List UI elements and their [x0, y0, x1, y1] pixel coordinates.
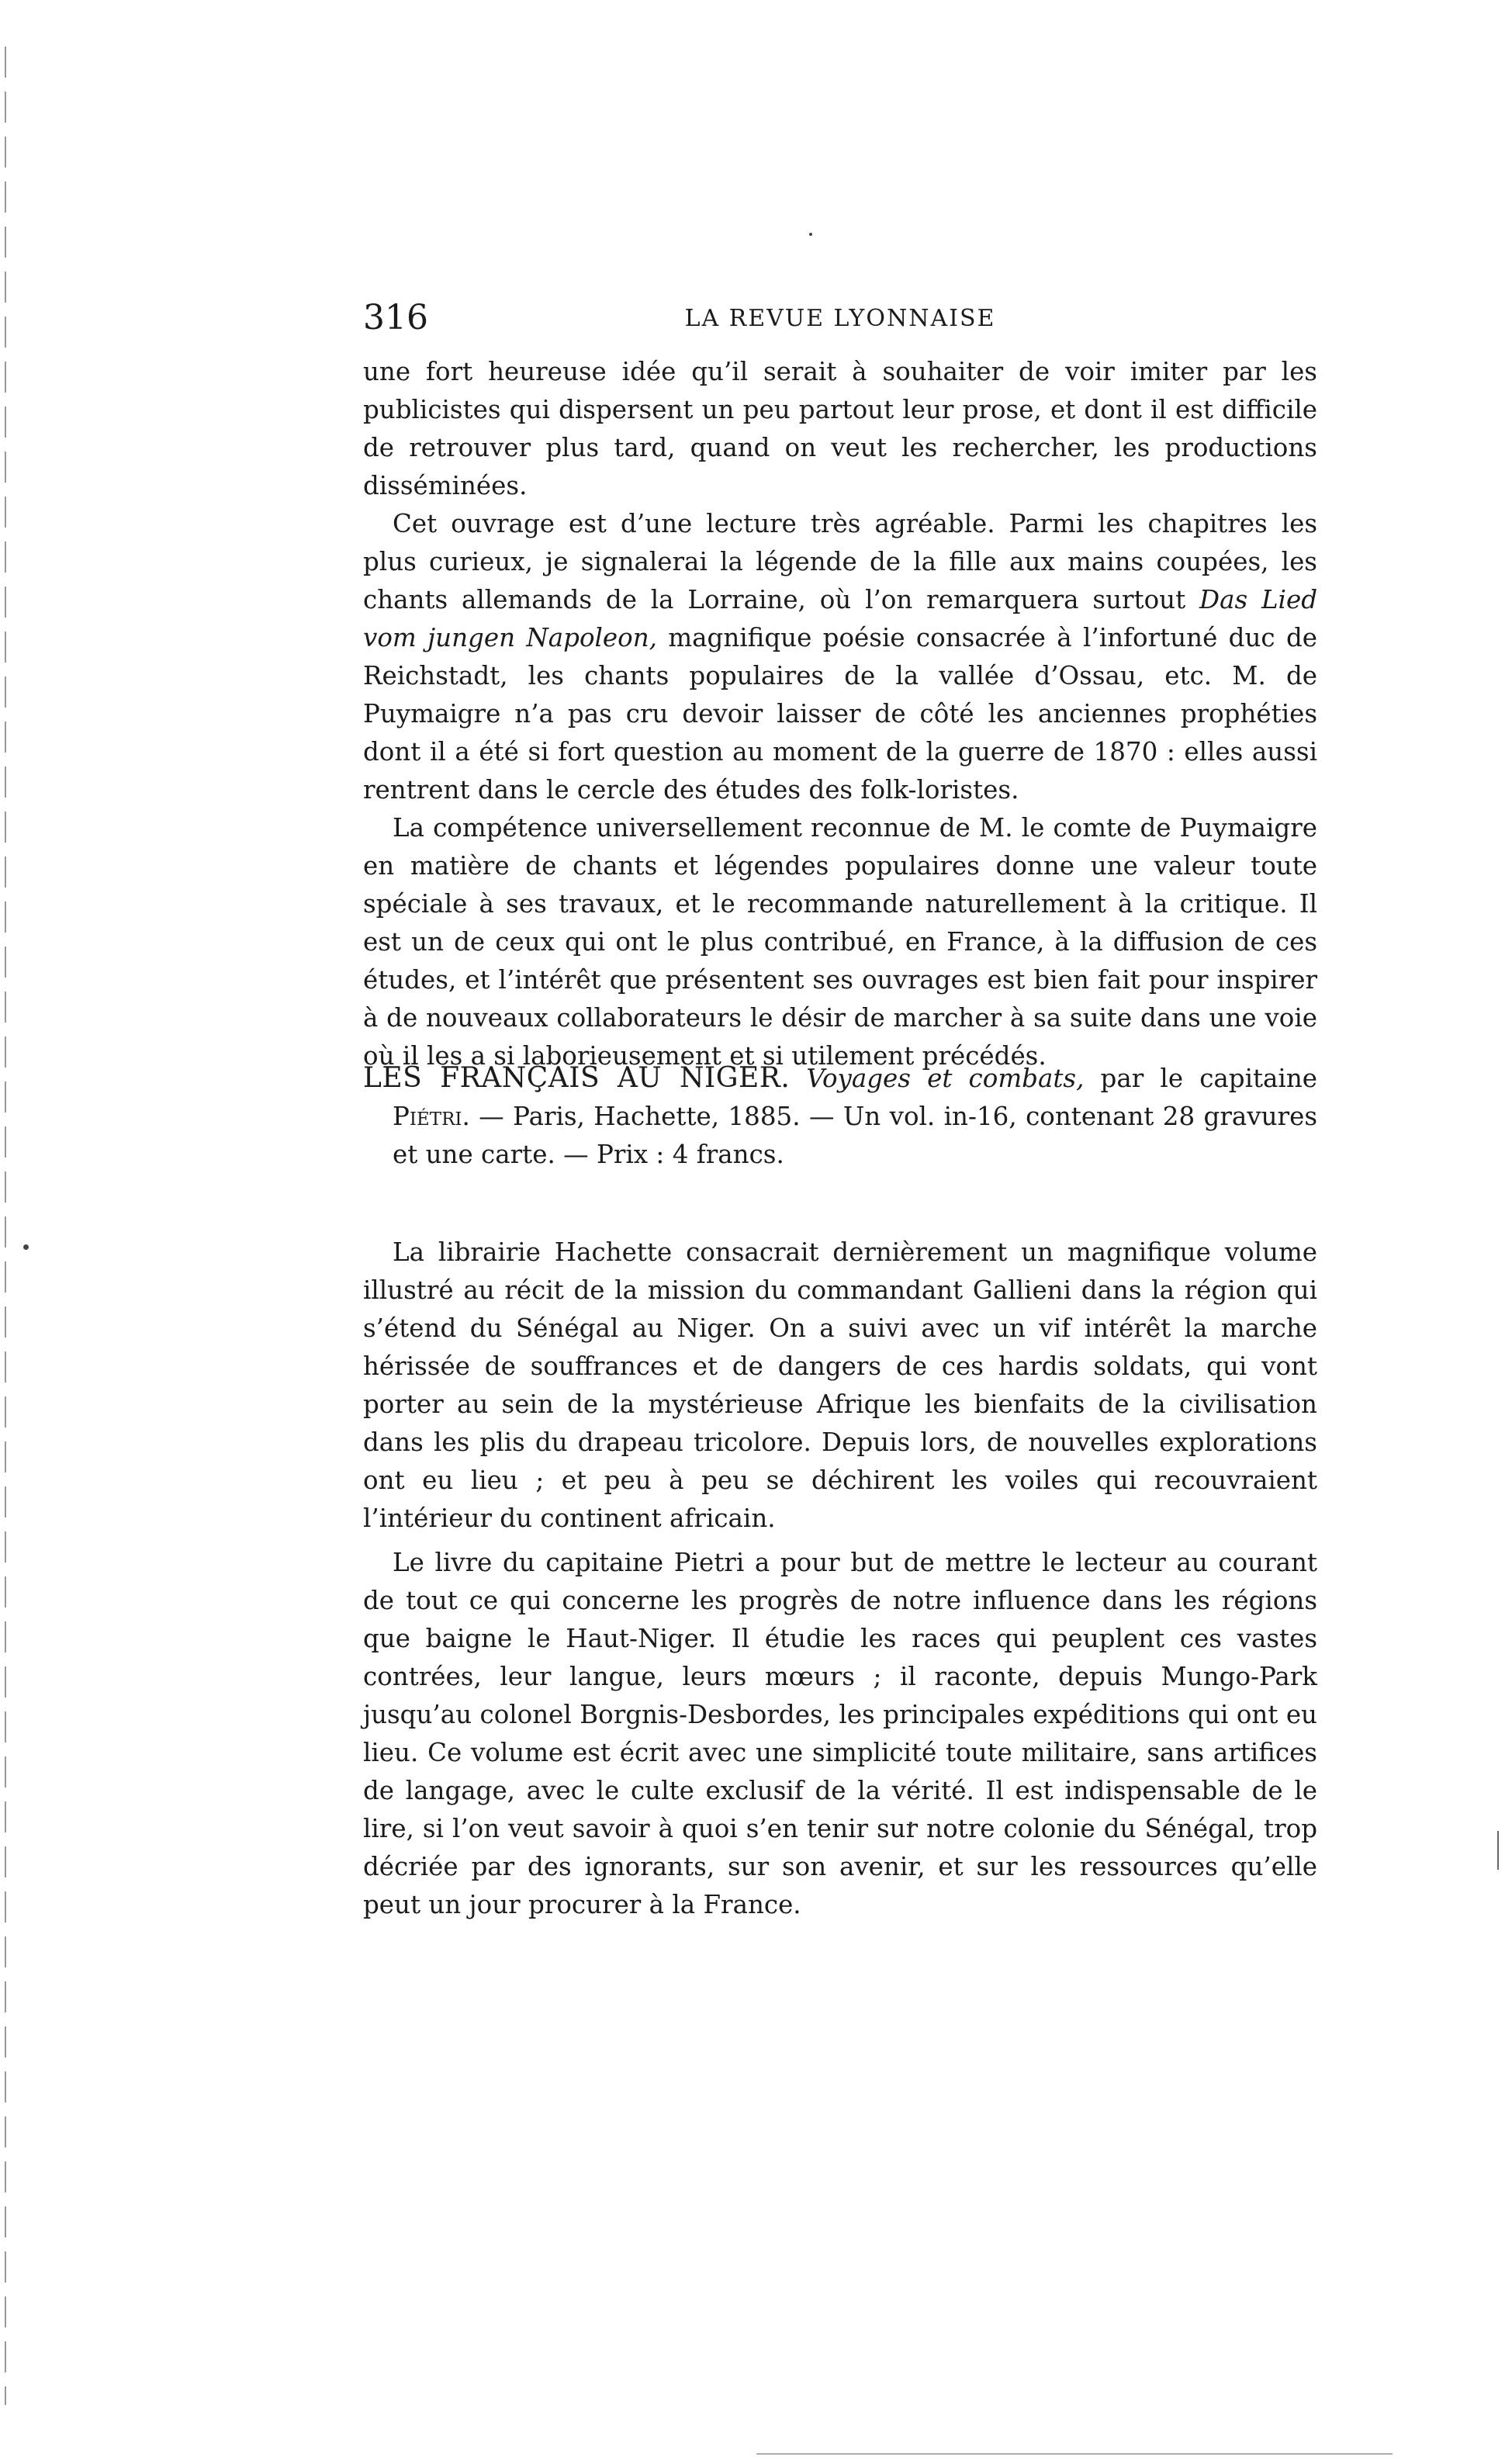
- publication-details: . — Paris, Hachette, 1885. — Un vol. in-16, contenant 28 gravures et une carte. — Prix : 4 francs.: [393, 1102, 1317, 1169]
- paragraph: La librairie Hachette consacrait dernièrement un magnifique volume illustré au récit de la mission du commandant Gallieni dans la région qui s’étend du Sénégal au Niger. On a suivi avec un vif intérêt la marche hérissée de souffrances et de dangers de ces hardis soldats, qui vont porter au sein de la mystérieuse Afrique les bienfaits de la civilisation dans les plis du drapeau tricolore. Depuis lors, de nouvelles explorations ont eu lieu ; et peu à peu se déchirent les voiles qui recouvraient l’intérieur du continent africain.: [363, 1237, 1317, 1533]
- paragraph: La compétence universellement reconnue de M. le comte de Puymaigre en matière de chants et légendes populaires donne une valeur toute spéciale à ses travaux, et le recommande naturellement à la critique. Il est un de ceux qui ont le plus contribué, en France, à la diffusion de ces études, et l’intérêt que présentent ses ouvrages est bien fait pour inspirer à de nouveaux collaborateurs le désir de marcher à sa suite dans une voie où il les a si laborieusement et si utilement précédés.: [363, 813, 1317, 1071]
- book-review-heading: [363, 1059, 1317, 1174]
- page-header: [363, 295, 1317, 341]
- scan-speck: [23, 1244, 29, 1250]
- scan-speck: [809, 233, 812, 236]
- scan-left-edge: [5, 47, 6, 2405]
- author-name: Piétri: [393, 1102, 462, 1131]
- previous-review-continuation: [363, 353, 1317, 1075]
- book-subtitle: Voyages et combats,: [806, 1064, 1085, 1093]
- bibliographic-entry: [363, 1059, 1317, 1174]
- paragraph: Le livre du capitaine Pietri a pour but de mettre le lecteur au courant de tout ce qui concerne les progrès de notre influence dans les régions que baigne le Haut-Niger. Il étudie les races qui peuplent ces vastes contrées, leur langue, leurs mœurs ; il raconte, depuis Mungo-Park jusqu’au colonel Borgnis-Desbordes, les principales expéditions qui ont eu lieu. Ce volume est écrit avec une simplicité toute militaire, sans artifices de langage, avec le culte exclusif de la vérité. Il est indispensable de le lire, si l’on veut savoir à quoi s’en tenir sur notre colonie du Sénégal, trop décriée par des ignorants, sur son avenir, et sur les ressources qu’elle peut un jour procurer à la France.: [363, 1548, 1317, 1919]
- page-number: 316: [363, 298, 428, 337]
- song-title: Das Lied vom jungen Napoleon,: [363, 585, 1317, 652]
- running-head: LA REVUE LYONNAISE: [684, 305, 996, 332]
- book-title: LES FRANÇAIS AU NIGER.: [363, 1062, 791, 1094]
- paragraph-text: Cet ouvrage est d’une lecture très agréable. Parmi les chapitres les plus curieux, je signalerai la légende de la fille aux mains coupées, les chants allemands de la Lorraine, où l’on remarquera surtout: [363, 509, 1317, 614]
- by-label: par le capitaine: [1084, 1064, 1317, 1093]
- paragraph: une fort heureuse idée qu’il serait à souhaiter de voir imiter par les publicistes qui dispersent un peu partout leur prose, et dont il est difficile de retrouver plus tard, quand on veut les rechercher, les productions disséminées.: [363, 357, 1317, 500]
- niger-review-body: [363, 1234, 1317, 1924]
- paragraph: [363, 505, 1317, 809]
- scan-right-mark: [1497, 1831, 1499, 1870]
- scan-bottom-rule: [756, 2453, 1393, 2455]
- paragraph-text: magnifique poésie consacrée à l’infortuné duc de Reichstadt, les chants populaires de la vallée d’Ossau, etc. M. de Puymaigre n’a pas cru devoir laisser de côté les anciennes prophéties dont il a été si fort question au moment de la guerre de 1870 : elles aussi rentrent dans le cercle des études des folk-loristes.: [363, 623, 1317, 805]
